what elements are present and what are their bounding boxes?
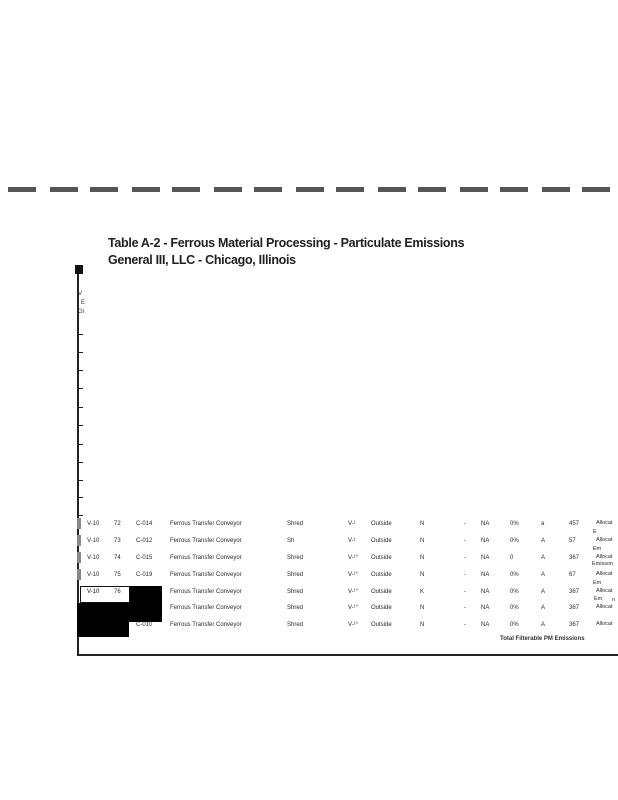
cell-desc: Ferrous Transfer Conveyor [170, 622, 242, 628]
title-line-1: Table A-2 - Ferrous Material Processing - Particulate Emissions [108, 236, 465, 250]
row-tick [77, 352, 83, 353]
cell-pct: 0% [510, 605, 519, 611]
cell-pct: 0% [510, 622, 519, 628]
cell-outdoor: Outside [371, 605, 392, 611]
cell-dash: - [464, 538, 466, 544]
cell-loc: V-¹ [348, 538, 356, 544]
note-fragment [0, 579, 618, 587]
table-corner-mark [75, 265, 83, 274]
cell-note-continued: E [593, 529, 597, 535]
cell-dash: - [464, 572, 466, 578]
scan-dash [172, 187, 200, 192]
cell-eff: 457 [569, 521, 580, 527]
row-tick [77, 425, 83, 426]
cell-note-continued: Em [594, 596, 603, 602]
note-fragment [0, 545, 618, 553]
cell-eff: 57 [569, 538, 576, 544]
cell-type: Sh [287, 538, 295, 544]
cell-dash: - [464, 521, 466, 527]
cell-loc: V-¹° [348, 622, 359, 628]
cell-type: Shred [287, 589, 304, 595]
scan-dash [90, 187, 118, 192]
cell-na: NA [481, 589, 490, 595]
cell-eff: 367 [569, 555, 580, 561]
cell-vent: V-10 [87, 589, 100, 595]
cell-vent: V-10 [87, 555, 100, 561]
cell-control: N [420, 555, 425, 561]
header-stub-3: Gi [78, 309, 84, 315]
cell-outdoor: Outside [371, 538, 392, 544]
cell-desc: Ferrous Transfer Conveyor [170, 605, 242, 611]
cell-type: Shred [287, 572, 304, 578]
cell-loc: V-¹° [348, 605, 359, 611]
cell-eff: 367 [569, 622, 580, 628]
scan-dash [8, 187, 36, 192]
cell-note-continued: n [612, 597, 616, 603]
total-label: Total Filterable PM Emissions [500, 636, 585, 642]
scan-dash [296, 187, 324, 192]
cell-loc: V-¹° [348, 572, 359, 578]
scan-dash [214, 187, 242, 192]
cell-note: Allocat [596, 621, 613, 627]
cell-num: 76 [114, 589, 121, 595]
cell-outdoor: Outside [371, 555, 392, 561]
cell-control: N [420, 605, 425, 611]
cell-num: 74 [114, 555, 121, 561]
cell-eff: 67 [569, 572, 576, 578]
cell-cls: A [541, 605, 546, 611]
cell-id: C-012 [136, 538, 153, 544]
cell-id: C-014 [136, 521, 153, 527]
cell-dash: - [464, 555, 466, 561]
cell-pct: 0 [510, 555, 514, 561]
cell-type: Shred [287, 605, 304, 611]
cell-pct: 0% [510, 589, 519, 595]
cell-desc: Ferrous Transfer Conveyor [170, 521, 242, 527]
row-tick [77, 480, 83, 481]
cell-pct: 0% [510, 521, 519, 527]
cell-dash: - [464, 589, 466, 595]
note-fragment [0, 528, 618, 536]
cell-na: NA [481, 521, 490, 527]
scan-dash [50, 187, 78, 192]
cell-type: Shred [287, 555, 304, 561]
title-line-2: General III, LLC - Chicago, Illinois [108, 253, 296, 267]
row-tick [77, 407, 83, 408]
scan-dash [418, 187, 446, 192]
note-fragment [0, 596, 618, 604]
row-tick [77, 515, 83, 516]
cell-note: Allocat [596, 554, 613, 560]
cell-eff: 367 [569, 589, 580, 595]
cell-dash: - [464, 605, 466, 611]
cell-outdoor: Outside [371, 622, 392, 628]
table-row [0, 604, 618, 616]
table-bottom-border [77, 654, 618, 656]
scan-dash [460, 187, 488, 192]
cell-num: 73 [114, 538, 121, 544]
cell-desc: Ferrous Transfer Conveyor [170, 538, 242, 544]
cell-loc: V-¹ [348, 521, 356, 527]
row-tick [77, 370, 83, 371]
row-tick [77, 462, 83, 463]
cell-num: 72 [114, 521, 121, 527]
scan-dash [132, 187, 160, 192]
cell-control: N [420, 521, 425, 527]
cell-note-continued: Emisson [592, 561, 614, 567]
cell-loc: V-¹° [348, 555, 359, 561]
cell-control: N [420, 572, 425, 578]
cell-id: C-010 [136, 622, 153, 628]
table-row [0, 621, 618, 633]
cell-note: Allocat [596, 537, 613, 543]
cell-vent: V-10 [87, 538, 100, 544]
cell-na: NA [481, 538, 490, 544]
cell-control: N [420, 538, 425, 544]
cell-na: NA [481, 555, 490, 561]
cell-note: Allocat [596, 520, 613, 526]
scan-dash [336, 187, 364, 192]
cell-cls: A [541, 589, 546, 595]
scan-dash-line [0, 187, 618, 193]
note-fragment [0, 560, 618, 568]
cell-num: 75 [114, 572, 121, 578]
scan-dash [542, 187, 570, 192]
cell-desc: Ferrous Transfer Conveyor [170, 555, 242, 561]
cell-type: Shred [287, 521, 304, 527]
cell-vent: V-10 [87, 572, 100, 578]
cell-desc: Ferrous Transfer Conveyor [170, 572, 242, 578]
cell-eff: 367 [569, 605, 580, 611]
cell-desc: Ferrous Transfer Conveyor [170, 589, 242, 595]
scan-dash [378, 187, 406, 192]
header-stub-2: E [81, 300, 86, 306]
row-tick [77, 444, 83, 445]
cell-na: NA [481, 572, 490, 578]
cell-cls: A [541, 538, 546, 544]
row-tick [77, 334, 83, 335]
cell-id: C-015 [136, 555, 153, 561]
scan-dash [254, 187, 282, 192]
cell-outdoor: Outside [371, 572, 392, 578]
cell-cls: A [541, 622, 546, 628]
cell-control: K [420, 589, 425, 595]
cell-na: NA [481, 622, 490, 628]
cell-cls: A [541, 572, 546, 578]
cell-note: Allocat [596, 604, 613, 610]
cell-pct: 0% [510, 572, 519, 578]
cell-control: N [420, 622, 425, 628]
table-title [108, 235, 464, 269]
cell-cls: A [541, 555, 546, 561]
cell-type: Shred [287, 622, 304, 628]
cell-note: Allocat [596, 571, 613, 577]
row-tick [77, 388, 83, 389]
cell-note-continued: Em [593, 580, 602, 586]
cell-note: Allocat [596, 588, 613, 594]
row-tick [77, 497, 83, 498]
cell-loc: V-¹° [348, 589, 359, 595]
cell-cls: a [541, 521, 545, 527]
cell-id: C-019 [136, 572, 153, 578]
scan-dash [582, 187, 610, 192]
cell-outdoor: Outside [371, 589, 392, 595]
cell-dash: - [464, 622, 466, 628]
cell-note-continued: Em [593, 546, 602, 552]
scan-dash [500, 187, 528, 192]
cell-pct: 0% [510, 538, 519, 544]
header-stub-1: V [78, 291, 83, 297]
cell-vent: V-10 [87, 521, 100, 527]
cell-outdoor: Outside [371, 521, 392, 527]
cell-na: NA [481, 605, 490, 611]
